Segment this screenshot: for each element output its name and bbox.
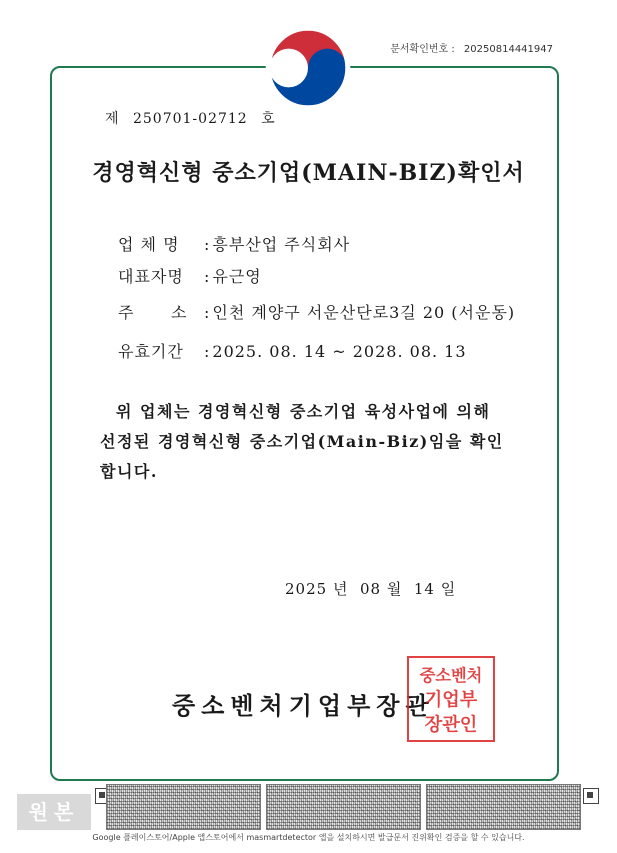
certificate-number <box>105 108 284 128</box>
field-value: 흥부산업 주식회사 <box>212 235 351 254</box>
doc-number-label: 문서확인번호 : <box>390 44 455 55</box>
field-separator: : <box>204 303 211 322</box>
statement-line: 위 업체는 경영혁신형 중소기업 육성사업에 의해 <box>116 402 491 421</box>
doc-number-value: 20250814441947 <box>463 44 553 55</box>
seal-line: 중소벤처 <box>419 665 483 685</box>
cert-no-value: 250701-02712 <box>132 111 248 127</box>
field-label: 대표자명 <box>118 267 184 286</box>
field-label: 주 소 <box>118 303 188 322</box>
seal-line: 기업부 <box>424 689 478 711</box>
certification-statement <box>100 397 540 487</box>
field-label: 업 체 명 <box>118 235 180 254</box>
cert-no-suffix: 호 <box>261 111 276 127</box>
statement-line: 선정된 경영혁신형 중소기업(Main-Biz)임을 확인 <box>100 432 504 451</box>
field-company-name <box>118 232 350 255</box>
taegeuk-emblem-icon <box>262 22 354 114</box>
issuer-title: 중소벤처기업부장관 <box>172 691 435 720</box>
certificate-title: 경영혁신형 중소기업(MAIN-BIZ)확인서 <box>92 160 525 186</box>
cert-no-prefix: 제 <box>105 111 120 127</box>
seal-line: 장관인 <box>424 714 478 736</box>
verification-barcode <box>266 784 421 830</box>
field-separator: : <box>204 342 211 361</box>
field-value: 유근영 <box>212 267 262 286</box>
field-address <box>118 300 515 323</box>
field-value: 인천 계양구 서운산단로3길 20 (서운동) <box>212 303 516 322</box>
field-label: 유효기간 <box>118 342 184 361</box>
document-confirmation-number <box>390 40 553 55</box>
statement-line: 합니다. <box>100 462 158 481</box>
barcode-corner-mark <box>583 788 599 804</box>
verification-barcode <box>426 784 581 830</box>
official-seal-icon <box>407 656 495 742</box>
field-separator: : <box>204 267 211 286</box>
issue-date: 2025 년 08 월 14 일 <box>285 580 457 598</box>
verification-barcode <box>106 784 261 830</box>
verification-footer-note: Google 플레이스토어/Apple 앱스토어에서 masmartdetector 앱을 설치하시면 발급문서 진위확인 검증을 할 수 있습니다. <box>92 833 525 842</box>
field-validity-period <box>118 339 467 362</box>
field-representative <box>118 264 262 287</box>
field-separator: : <box>204 235 211 254</box>
field-value: 2025. 08. 14 ~ 2028. 08. 13 <box>212 342 467 361</box>
original-watermark: 원본 <box>17 794 91 830</box>
